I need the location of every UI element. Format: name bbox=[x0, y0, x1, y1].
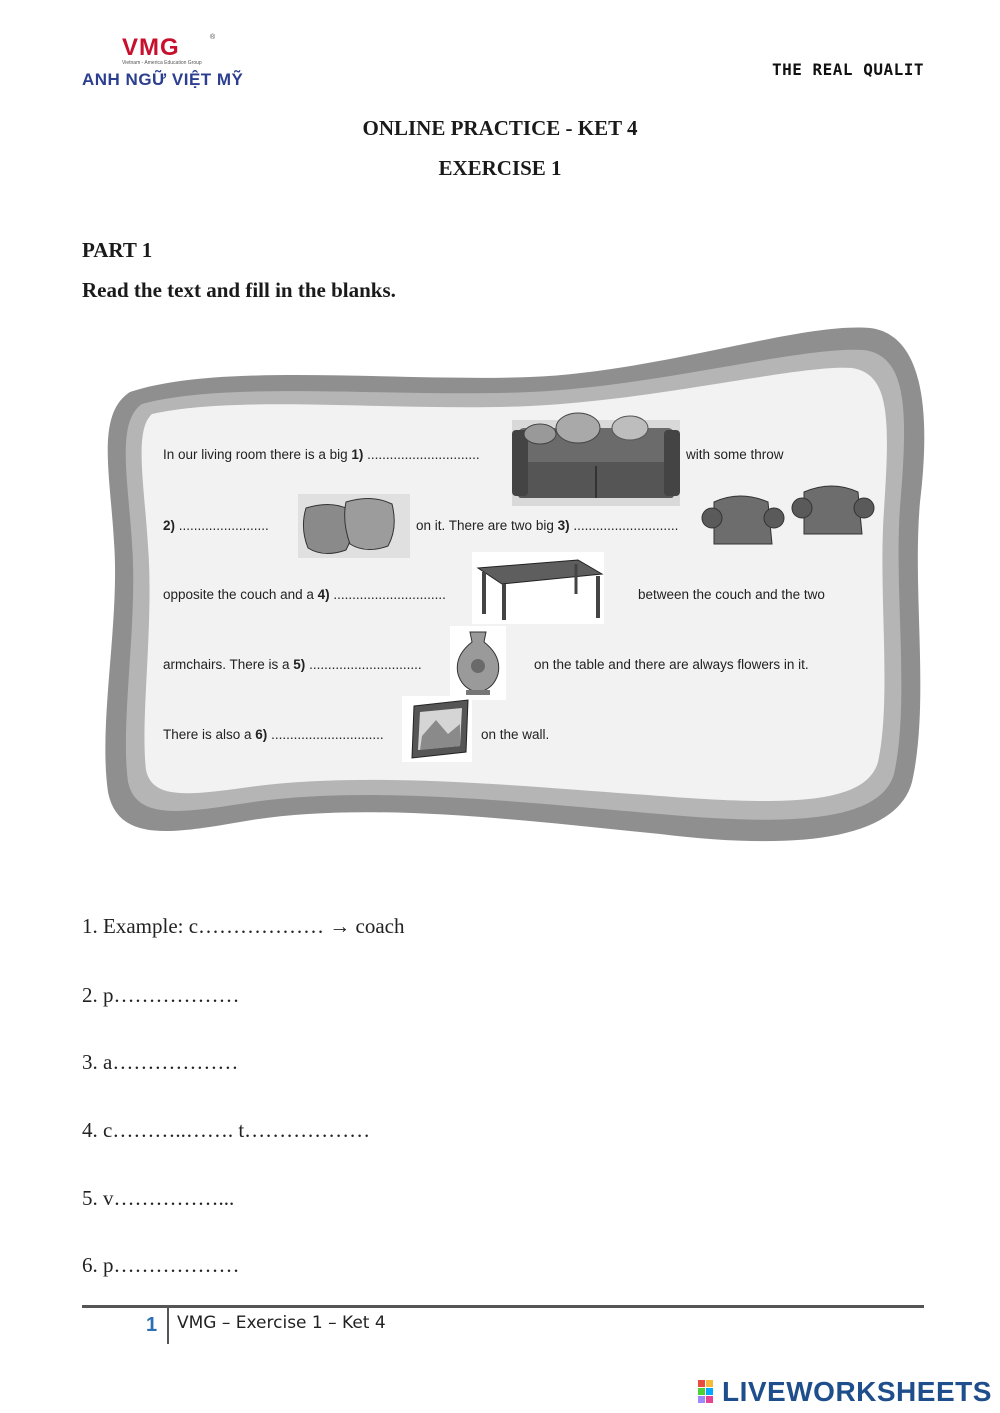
answer-line-4[interactable]: 4. c………..……. t……………… bbox=[82, 1118, 371, 1142]
passage-text: There is also a bbox=[163, 727, 256, 742]
blank-6[interactable]: .............................. bbox=[267, 727, 384, 742]
vmg-logo bbox=[82, 34, 252, 94]
cushions-image bbox=[298, 494, 410, 558]
instruction-text: Read the text and fill in the blanks. bbox=[82, 278, 396, 302]
page-title: ONLINE PRACTICE - KET 4 bbox=[362, 116, 638, 140]
blank-1[interactable]: .............................. bbox=[363, 447, 480, 462]
logo-subtitle: Vietnam - America Education Group bbox=[122, 60, 202, 66]
blank-2[interactable]: ........................ bbox=[175, 518, 269, 533]
blank-number-1: 1) bbox=[351, 447, 364, 462]
coffee-table-image bbox=[472, 552, 604, 624]
passage-text-table-after: between the couch and the two bbox=[638, 587, 825, 602]
logo-registered-mark: ® bbox=[210, 34, 216, 41]
passage-line-4 bbox=[163, 657, 422, 672]
blank-number-3: 3) bbox=[557, 518, 570, 533]
blank-number-4: 4) bbox=[317, 587, 330, 602]
answer-line-3[interactable]: 3. a……………… bbox=[82, 1050, 239, 1074]
passage-line-3 bbox=[163, 587, 446, 602]
passage-text-picture-after: on the wall. bbox=[481, 727, 550, 742]
blank-3[interactable]: ............................ bbox=[569, 518, 679, 533]
header-tagline: THE REAL QUALIT bbox=[772, 60, 924, 79]
blank-4[interactable]: .............................. bbox=[329, 587, 446, 602]
blank-number-6: 6) bbox=[255, 727, 268, 742]
passage-line-2 bbox=[163, 518, 269, 533]
passage-text: armchairs. There is a bbox=[163, 657, 294, 672]
answer-line-5[interactable]: 5. v……………... bbox=[82, 1186, 235, 1210]
passage-text-vase-after: on the table and there are always flowers in it. bbox=[534, 657, 809, 672]
sofa-image bbox=[512, 413, 680, 506]
footer-text: VMG – Exercise 1 – Ket 4 bbox=[177, 1313, 386, 1333]
liveworksheets-watermark: LIVEWORKSHEETS bbox=[722, 1376, 992, 1407]
answer-line-2[interactable]: 2. p……………… bbox=[82, 983, 240, 1007]
vase-image bbox=[450, 626, 506, 700]
blank-number-2: 2) bbox=[163, 518, 176, 533]
logo-main-text: ANH NGỮ VIỆT MỸ bbox=[82, 70, 244, 89]
passage-line-5 bbox=[163, 727, 384, 742]
reading-picture-card bbox=[100, 322, 928, 850]
card-frame bbox=[100, 322, 928, 850]
footer-separator bbox=[167, 1308, 169, 1344]
part-heading: PART 1 bbox=[82, 238, 153, 262]
answer-line-1[interactable]: 1. Example: c……………… → coach bbox=[82, 914, 405, 938]
footer-divider bbox=[82, 1305, 924, 1308]
exercise-title: EXERCISE 1 bbox=[438, 156, 562, 180]
liveworksheets-logo-icon bbox=[698, 1380, 722, 1404]
wall-picture-image bbox=[402, 696, 472, 762]
answer-line-6[interactable]: 6. p……………… bbox=[82, 1253, 240, 1277]
passage-line-1 bbox=[163, 447, 480, 462]
blank-5[interactable]: .............................. bbox=[305, 657, 422, 672]
logo-vmg-text: VMG bbox=[122, 34, 180, 61]
passage-text-sofa-after: with some throw bbox=[686, 447, 784, 462]
passage-text: on it. There are two big bbox=[416, 518, 558, 533]
passage-text: opposite the couch and a bbox=[163, 587, 318, 602]
passage-line-2b bbox=[416, 518, 678, 533]
blank-number-5: 5) bbox=[293, 657, 306, 672]
page-number: 1 bbox=[146, 1314, 158, 1336]
passage-text: In our living room there is a big bbox=[163, 447, 352, 462]
